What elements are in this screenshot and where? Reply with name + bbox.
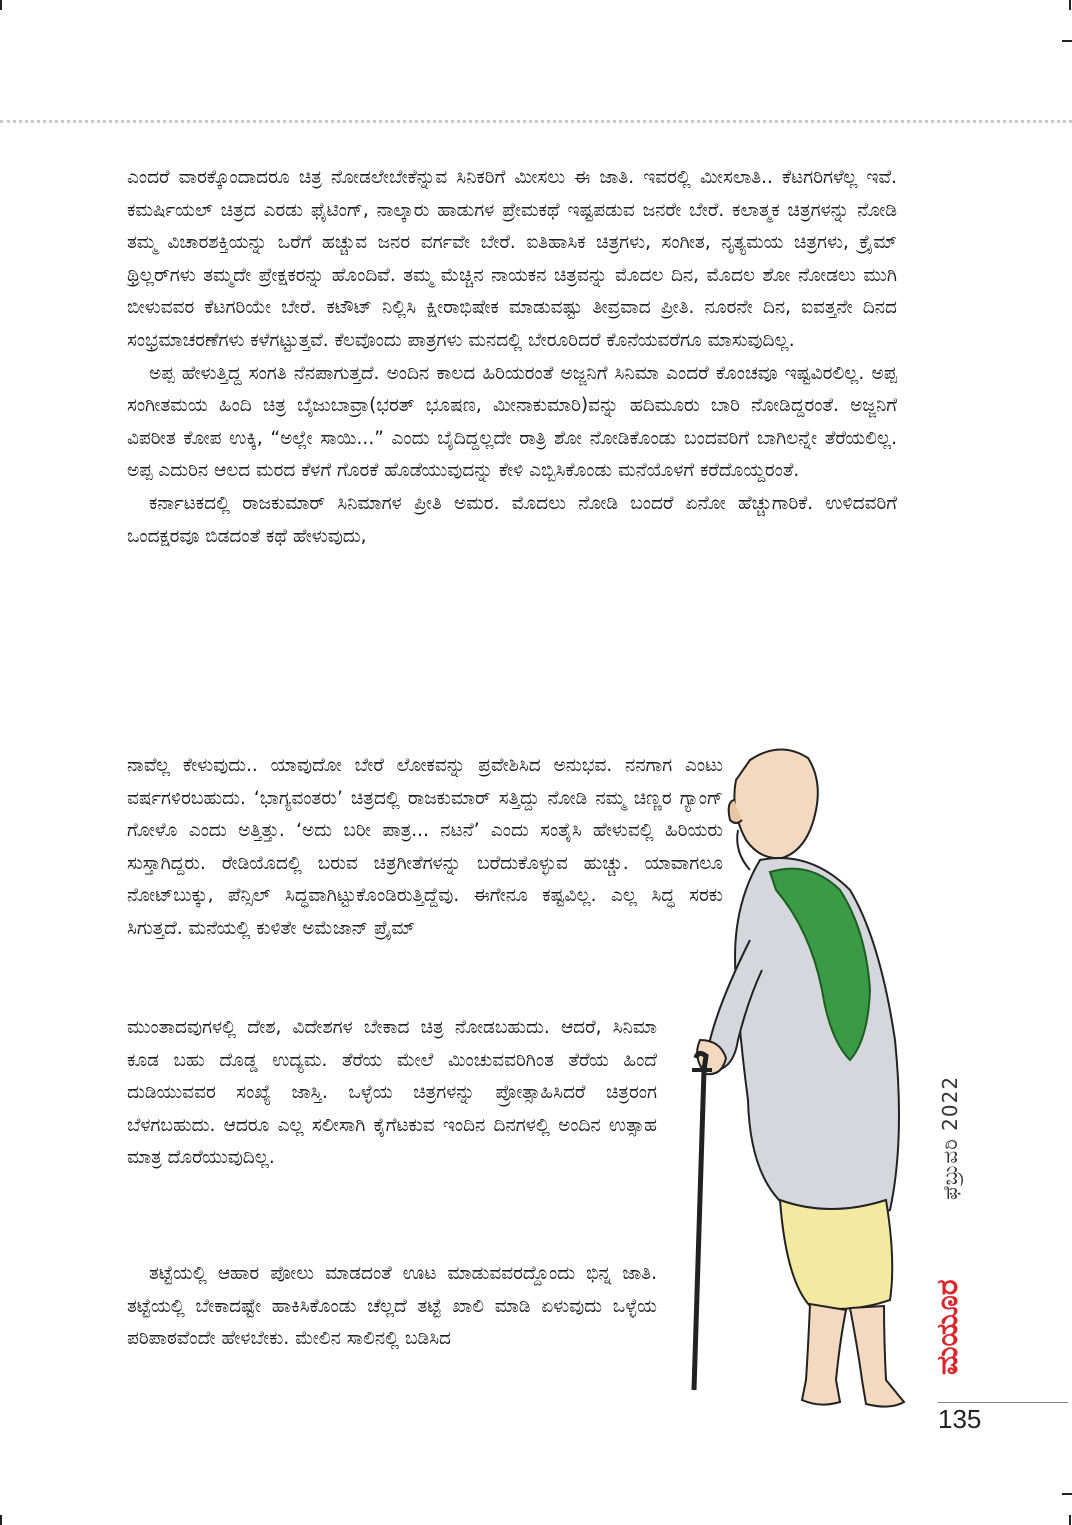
crop-mark-bottom-left bbox=[0, 1515, 2, 1525]
crop-mark-top-right bbox=[1069, 0, 1071, 10]
page-number: 135 bbox=[938, 1404, 982, 1434]
paragraph-5: ತಟ್ಟೆಯಲ್ಲಿ ಆಹಾರ ಪೋಲು ಮಾಡದಂತೆ ಊಟ ಮಾಡುವವರದ್ದೊಂದು ಭಿನ್ನ ಜಾತಿ. ತಟ್ಟೆಯಲ್ಲಿ ಬೇಕಾದಷ್ಟೇ ಹಾಕಿಸಿಕೊಂಡು ಚೆಲ್ಲದೆ ತಟ್ಟೆ ಖಾಲಿ ಮಾಡಿ ಏಳುವುದು ಒಳ್ಳೆಯ ಪರಿಪಾಠವೆಂದೇ ಹೇಳಬೇಕು. ಮೇಲಿನ ಸಾಲಿನಲ್ಲಿ ಬಡಿಸಿದ bbox=[127, 1263, 657, 1350]
article-body bbox=[127, 162, 897, 553]
crop-mark-right-bottom bbox=[1062, 1493, 1072, 1495]
paragraph-4: ಮುಂತಾದವುಗಳಲ್ಲಿ ದೇಶ, ವಿದೇಶಗಳ ಬೇಕಾದ ಚಿತ್ರ ನೋಡಬಹುದು. ಆದರೆ, ಸಿನಿಮಾ ಕೂಡ ಬಹು ದೊಡ್ಡ ಉದ್ಯಮ. ತೆರೆಯ ಮೇಲೆ ಮಿಂಚುವವರಿಗಿಂತ ತೆರೆಯ ಹಿಂದೆ ದುಡಿಯುವವರ ಸಂಖ್ಯೆ ಜಾಸ್ತಿ. ಒಳ್ಳೆಯ ಚಿತ್ರಗಳನ್ನು ಪ್ರೋತ್ಸಾಹಿಸಿದರೆ ಚಿತ್ರರಂಗ ಬೆಳಗಬಹುದು. ಆದರೂ ಎಲ್ಲ ಸಲೀಸಾಗಿ ಕೈಗೆಟಕುವ ಇಂದಿನ ದಿನಗಳಲ್ಲಿ ಅಂದಿನ ಉತ್ಸಾಹ ಮಾತ್ರ ದೊರೆಯುವುದಿಲ್ಲ. bbox=[127, 1017, 657, 1169]
wrapped-paragraph-a bbox=[127, 750, 723, 946]
paragraph-3-continued: ನಾವೆಲ್ಲ ಕೇಳುವುದು.. ಯಾವುದೋ ಬೇರೆ ಲೋಕವನ್ನು ಪ್ರವೇಶಿಸಿದ ಅನುಭವ. ನನಗಾಗ ಎಂಟು ವರ್ಷಗಳಿರಬಹುದು. ‘ಭಾಗ್ಯವಂತರು’ ಚಿತ್ರದಲ್ಲಿ ರಾಜಕುಮಾರ್ ಸತ್ತಿದ್ದು ನೋಡಿ ನಮ್ಮ ಚಿಣ್ಣರ ಗ್ಯಾಂಗ್ ಗೋಳೊ ಎಂದು ಅತ್ತಿತ್ತು. ‘ಅದು ಬರೀ ಪಾತ್ರ... ನಟನೆ’ ಎಂದು ಸಂತೈಸಿ ಹೇಳುವಲ್ಲಿ ಹಿರಿಯರು ಸುಸ್ತಾಗಿದ್ದರು. ರೇಡಿಯೊದಲ್ಲಿ ಬರುವ ಚಿತ್ರಗೀತೆಗಳನ್ನು ಬರೆದುಕೊಳ್ಳುವ ಹುಚ್ಚು. ಯಾವಾಗಲೂ ನೋಟ್‌ಬುಕ್ಕು, ಪೆನ್ಸಿಲ್ ಸಿದ್ಧವಾಗಿಟ್ಟುಕೊಂಡಿರುತ್ತಿದ್ದೆವು. ಈಗೇನೂ ಕಷ್ಟವಿಲ್ಲ. ಎಲ್ಲ ಸಿದ್ಧ ಸರಕು ಸಿಗುತ್ತದೆ. ಮನೆಯಲ್ಲಿ ಕುಳಿತೇ ಅಮೆಜಾನ್ ಪ್ರೈಮ್ bbox=[127, 755, 723, 939]
page-number-rule bbox=[938, 1402, 1068, 1403]
crop-mark-bottom-right bbox=[1069, 1515, 1071, 1525]
wrapped-paragraph-b bbox=[127, 1012, 657, 1175]
wrapped-paragraph-c bbox=[127, 1258, 657, 1356]
crop-mark-top-left bbox=[0, 0, 2, 10]
crop-mark-right-top bbox=[1062, 40, 1072, 42]
magazine-brand: ಮಯೂರ bbox=[930, 1279, 965, 1375]
paragraph-1: ಎಂದರೆ ವಾರಕ್ಕೊಂದಾದರೂ ಚಿತ್ರ ನೋಡಲೇಬೇಕೆನ್ನುವ ಸಿನಿಕರಿಗೆ ಮೀಸಲು ಈ ಜಾತಿ. ಇವರಲ್ಲಿ ಮೀಸಲಾತಿ.. ಕೆಟಗರಿಗಳೆಲ್ಲ ಇವೆ. ಕಮರ್ಷಿಯಲ್ ಚಿತ್ರದ ಎರಡು ಫೈಟಿಂಗ್, ನಾಲ್ಕಾರು ಹಾಡುಗಳ ಪ್ರೇಮಕಥೆ ಇಷ್ಟಪಡುವ ಜನರೇ ಬೇರೆ. ಕಲಾತ್ಮಕ ಚಿತ್ರಗಳನ್ನು ನೋಡಿ ತಮ್ಮ ವಿಚಾರಶಕ್ತಿಯನ್ನು ಒರೆಗೆ ಹಚ್ಚುವ ಜನರ ವರ್ಗವೇ ಬೇರೆ. ಐತಿಹಾಸಿಕ ಚಿತ್ರಗಳು, ಸಂಗೀತ, ನೃತ್ಯಮಯ ಚಿತ್ರಗಳು, ಕ್ರೈಮ್ ಥ್ರಿಲ್ಲರ್‌ಗಳು ತಮ್ಮದೇ ಪ್ರೇಕ್ಷಕರನ್ನು ಹೊಂದಿವೆ. ತಮ್ಮ ಮೆಚ್ಚಿನ ನಾಯಕನ ಚಿತ್ರವನ್ನು ಮೊದಲ ದಿನ, ಮೊದಲ ಶೋ ನೋಡಲು ಮುಗಿ ಬೀಳುವವರ ಕೆಟಗರಿಯೇ ಬೇರೆ. ಕಟೌಟ್ ನಿಲ್ಲಿಸಿ ಕ್ಷೀರಾಭಿಷೇಕ ಮಾಡುವಷ್ಟು ತೀವ್ರವಾದ ಪ್ರೀತಿ. ನೂರನೇ ದಿನ, ಐವತ್ತನೇ ದಿನದ ಸಂಭ್ರಮಾಚರಣೆಗಳು ಕಳೆಗಟ್ಟುತ್ತವೆ. ಕೆಲವೊಂದು ಪಾತ್ರಗಳು ಮನದಲ್ಲಿ ಬೇರೂರಿದರೆ ಕೊನೆಯವರೆಗೂ ಮಾಸುವುದಿಲ್ಲ. bbox=[127, 167, 897, 351]
paragraph-3: ಕರ್ನಾಟಕದಲ್ಲಿ ರಾಜಕುಮಾರ್ ಸಿನಿಮಾಗಳ ಪ್ರೀತಿ ಅಮರ. ಮೊದಲು ನೋಡಿ ಬಂದರೆ ಏನೋ ಹೆಚ್ಚುಗಾರಿಕೆ. ಉಳಿದವರಿಗೆ ಒಂದಕ್ಷರವೂ ಬಿಡದಂತೆ ಕಥೆ ಹೇಳುವುದು, bbox=[127, 492, 897, 547]
old-man-with-walking-stick-icon bbox=[690, 740, 926, 1430]
header-dotted-rule bbox=[0, 120, 1072, 123]
paragraph-2: ಅಪ್ಪ ಹೇಳುತ್ತಿದ್ದ ಸಂಗತಿ ನೆನಪಾಗುತ್ತದೆ. ಅಂದಿನ ಕಾಲದ ಹಿರಿಯರಂತೆ ಅಜ್ಜನಿಗೆ ಸಿನಿಮಾ ಎಂದರೆ ಕೊಂಚವೂ ಇಷ್ಟವಿರಲಿಲ್ಲ. ಅಪ್ಪ ಸಂಗೀತಮಯ ಹಿಂದಿ ಚಿತ್ರ ಬೈಜುಬಾವ್ರಾ(ಭರತ್ ಭೂಷಣ, ಮೀನಾಕುಮಾರಿ)ವನ್ನು ಹದಿಮೂರು ಬಾರಿ ನೋಡಿದ್ದರಂತೆ. ಅಜ್ಜನಿಗೆ ವಿಪರೀತ ಕೋಪ ಉಕ್ಕಿ, “ಅಲ್ಲೇ ಸಾಯಿ...” ಎಂದು ಬೈದಿದ್ದಲ್ಲದೇ ರಾತ್ರಿ ಶೋ ನೋಡಿಕೊಂಡು ಬಂದವರಿಗೆ ಬಾಗಿಲನ್ನೇ ತೆರೆಯಲಿಲ್ಲ. ಅಪ್ಪ ಎದುರಿನ ಆಲದ ಮರದ ಕೆಳಗೆ ಗೊರಕೆ ಹೊಡೆಯುವುದನ್ನು ಕೇಳಿ ಎಬ್ಬಿಸಿಕೊಂಡು ಮನೆಯೊಳಗೆ ಕರೆದೊಯ್ದರಂತೆ. bbox=[127, 362, 897, 482]
issue-date: ಫೆಬ್ರುವರಿ 2022 bbox=[938, 1075, 962, 1200]
